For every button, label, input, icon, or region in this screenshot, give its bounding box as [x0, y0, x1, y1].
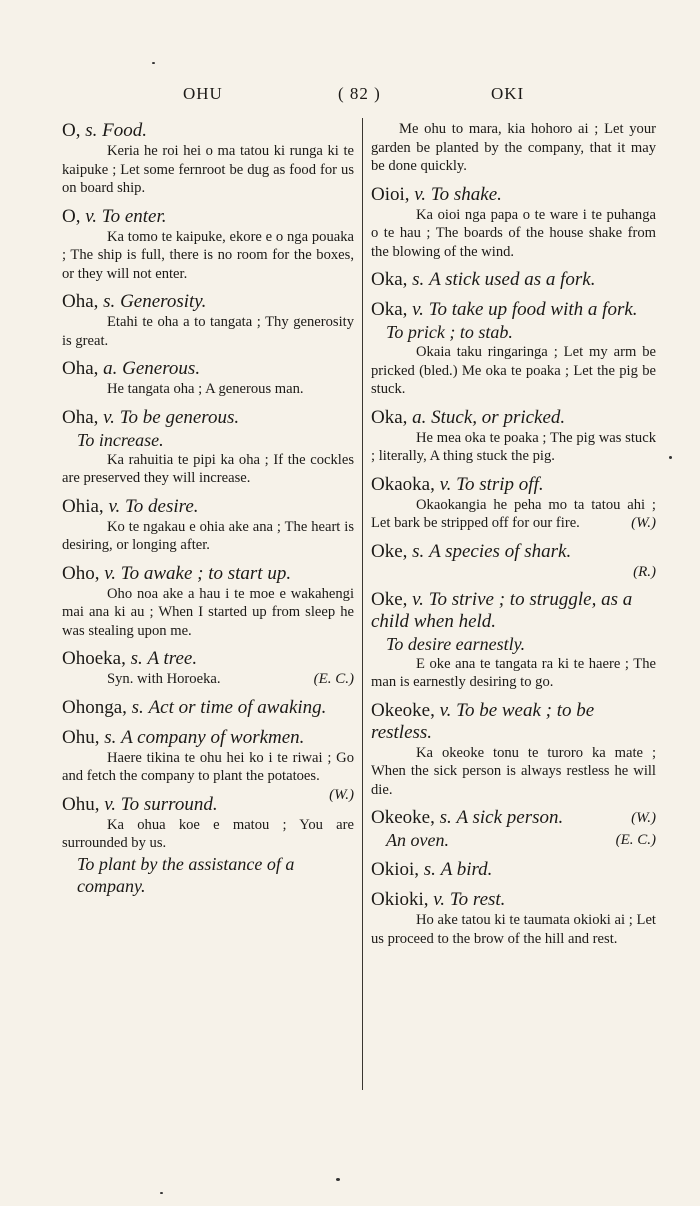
- part-of-speech: s.: [131, 696, 144, 718]
- headword: Okeoke,: [371, 807, 435, 828]
- definition: To take up food with a fork.: [428, 299, 638, 320]
- part-of-speech: v.: [412, 588, 424, 610]
- definition: A tree.: [147, 648, 198, 669]
- headword: Oke,: [371, 540, 408, 562]
- headword: Ohia,: [62, 495, 104, 517]
- headword: Okioki,: [371, 889, 429, 910]
- headword: Oka,: [371, 269, 408, 290]
- ink-speck: [336, 1178, 340, 1181]
- headword: Okaoka,: [371, 473, 435, 495]
- source-tag: (W.): [631, 515, 656, 531]
- headword: Okioi,: [371, 859, 420, 880]
- ink-speck: [160, 1192, 163, 1194]
- part-of-speech: s.: [412, 540, 425, 562]
- source-tag: (E. C.): [615, 832, 656, 848]
- part-of-speech: s.: [439, 807, 452, 828]
- dictionary-entry: [62, 726, 354, 803]
- source-tag: (W.): [329, 786, 354, 803]
- sub-sense: An oven.: [386, 830, 449, 850]
- headword: Oho,: [62, 562, 100, 584]
- definition: To be generous.: [119, 406, 240, 428]
- page-header: [0, 84, 700, 108]
- sub-sense-with-source: [386, 829, 656, 851]
- part-of-speech: a.: [103, 358, 118, 379]
- right-column: [371, 120, 656, 956]
- example: Ka rahuitia te pipi ka oha ; If the cockles are preserved they will increase.: [62, 451, 354, 486]
- definition: To awake ; to start up.: [120, 562, 292, 584]
- part-of-speech: s.: [423, 859, 436, 880]
- example-with-source: [62, 670, 354, 689]
- part-of-speech: v.: [85, 205, 98, 227]
- definition: To strive ; to struggle, as a child when held.: [371, 588, 633, 632]
- part-of-speech: v.: [412, 299, 424, 320]
- part-of-speech: s.: [85, 120, 98, 141]
- dictionary-entry: [62, 496, 354, 555]
- dictionary-entry: [62, 120, 354, 198]
- sub-sense: To plant by the assistance of a company.: [77, 853, 295, 896]
- example: Ka ohua koe e matou ; You are surrounded by us.: [62, 816, 354, 851]
- example: Ka okeoke tonu te turoro ka mate ; When the sick person is always restless he will die.: [371, 744, 656, 798]
- headword: Oka,: [371, 406, 408, 428]
- part-of-speech: s.: [412, 269, 425, 290]
- dictionary-entry: [371, 589, 656, 692]
- headword: Okeoke,: [371, 699, 435, 721]
- definition: To shake.: [430, 183, 502, 205]
- definition: A bird.: [440, 859, 493, 880]
- dictionary-entry: [371, 889, 656, 948]
- dictionary-entry: [371, 541, 656, 581]
- definition: To enter.: [101, 205, 167, 227]
- dictionary-entry: [62, 648, 354, 689]
- sub-sense: To desire earnestly.: [386, 633, 526, 654]
- continued-example: [371, 120, 656, 176]
- part-of-speech: s.: [103, 291, 116, 312]
- source-tag: (W.): [631, 810, 656, 826]
- definition: To be weak ; to be restless.: [371, 699, 595, 743]
- definition: Food.: [102, 120, 147, 141]
- part-of-speech: s.: [130, 648, 143, 669]
- example: He mea oka te poaka ; The pig was stuck ; literally, A thing stuck the pig.: [371, 429, 656, 464]
- part-of-speech: a.: [412, 406, 427, 428]
- part-of-speech: v.: [104, 793, 117, 815]
- header-left-guide-word: OHU: [183, 84, 223, 103]
- part-of-speech: v.: [108, 495, 121, 517]
- dictionary-entry: [371, 807, 656, 851]
- headword: Oha,: [62, 406, 99, 428]
- example-with-source: [371, 496, 656, 533]
- source-tag: (R.): [633, 563, 656, 580]
- headword: Oka,: [371, 299, 408, 320]
- example: Ho ake tatou ki te taumata okioki ai ; Let us proceed to the brow of the hill and rest.: [371, 912, 656, 947]
- header-right-guide-word: OKI: [491, 84, 525, 103]
- definition: Generous.: [122, 358, 201, 379]
- example: Etahi te oha a to tangata ; Thy generosity is great.: [62, 314, 354, 349]
- ink-speck: [669, 456, 672, 459]
- ink-speck: [152, 62, 155, 64]
- left-column: [62, 120, 354, 905]
- headword: Oha,: [62, 291, 99, 312]
- definition: A sick person.: [456, 807, 564, 828]
- part-of-speech: v.: [433, 889, 446, 910]
- example: Me ohu to mara, kia hohoro ai ; Let your garden be planted by the company, that it may be done quickly.: [371, 121, 656, 174]
- definition: Stuck, or pricked.: [431, 406, 566, 428]
- headword: Oke,: [371, 588, 408, 610]
- definition: To rest.: [449, 889, 506, 910]
- example: Okaia taku ringaringa ; Let my arm be pricked (bled.) Me oka te poaka ; Let the pig be stuck.: [371, 344, 656, 397]
- definition: To strip off.: [456, 473, 544, 495]
- example: Haere tikina te ohu hei ko i te riwai ; Go and fetch the company to plant the potatoes.: [62, 749, 354, 784]
- example: Oho noa ake a hau i te moe e wakahengi mai ana ki au ; When I started up from sleep he was stealing upon me.: [62, 585, 354, 639]
- example: He tangata oha ; A generous man.: [107, 381, 304, 397]
- example: E oke ana te tangata ra ki te haere ; The man is earnestly desiring to go.: [371, 655, 656, 690]
- page-number: ( 82 ): [338, 84, 381, 103]
- dictionary-entry: [62, 563, 354, 641]
- dictionary-entry: [62, 794, 354, 897]
- definition: To desire.: [124, 495, 199, 517]
- dictionary-entry: [371, 859, 656, 881]
- example: Syn. with Horoeka.: [107, 671, 221, 687]
- part-of-speech: v.: [439, 473, 452, 495]
- example: Okaokangia he peha mo ta tatou ahi ; Let bark be stripped off for our fire.: [371, 496, 656, 531]
- definition: Generosity.: [120, 291, 207, 312]
- definition: A company of workmen.: [121, 726, 305, 748]
- part-of-speech: v.: [414, 183, 427, 205]
- headword: Ohu,: [62, 726, 100, 748]
- definition: To surround.: [120, 793, 218, 815]
- dictionary-entry: [371, 184, 656, 262]
- dictionary-entry: [371, 269, 656, 291]
- dictionary-entry: [371, 407, 656, 466]
- headword: O,: [62, 205, 81, 227]
- definition: A species of shark.: [429, 540, 572, 562]
- dictionary-entry: [371, 700, 656, 800]
- example: Ka tomo te kaipuke, ekore e o nga pouaka ; The ship is full, there is no room for the boxes, or they will not enter.: [62, 228, 354, 282]
- sub-sense: To prick ; to stab.: [386, 322, 513, 342]
- headword: Oioi,: [371, 183, 410, 205]
- part-of-speech: v.: [104, 562, 117, 584]
- headword: Ohu,: [62, 793, 100, 815]
- column-divider: [362, 118, 363, 1090]
- part-of-speech: s.: [104, 726, 117, 748]
- example-with-source: [62, 749, 354, 803]
- dictionary-entry: [62, 407, 354, 488]
- headword: Oha,: [62, 358, 99, 379]
- dictionary-entry: [62, 697, 354, 719]
- part-of-speech: v.: [103, 406, 115, 428]
- dictionary-entry: [62, 358, 354, 399]
- headword: Ohoeka,: [62, 648, 126, 669]
- source-tag: (E. C.): [313, 671, 354, 687]
- dictionary-entry: [62, 291, 354, 350]
- example: Keria he roi hei o ma tatou ki runga ki te kaipuke ; Let some fernroot be dug as food for us on board ship.: [62, 143, 354, 196]
- part-of-speech: v.: [439, 699, 452, 721]
- dictionary-entry: [62, 206, 354, 284]
- example: Ka oioi nga papa o te ware i te puhanga o te hau ; The boards of the house shake from the blowing of the wind.: [371, 206, 656, 260]
- definition: Act or time of awaking.: [148, 696, 327, 718]
- sub-sense: To increase.: [77, 429, 164, 450]
- headword: Ohonga,: [62, 696, 127, 718]
- dictionary-entry: [371, 474, 656, 533]
- headword: O,: [62, 120, 81, 141]
- example: Ko te ngakau e ohia ake ana ; The heart is desiring, or longing after.: [62, 518, 354, 553]
- definition: A stick used as a fork.: [429, 269, 596, 290]
- dictionary-entry: [371, 299, 656, 399]
